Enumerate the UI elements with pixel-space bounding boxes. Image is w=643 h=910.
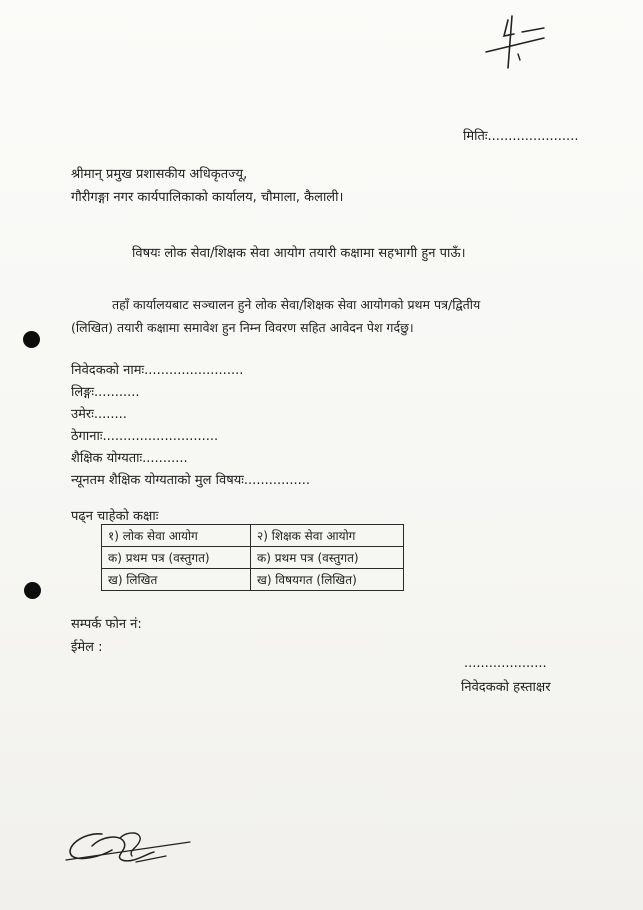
field-gender-blank: ........... <box>94 385 140 400</box>
class-choice-table <box>101 524 404 591</box>
punch-hole-bottom <box>24 582 41 599</box>
field-age-label: उमेरः <box>71 407 94 422</box>
body-line-2: (लिखित) तयारी कक्षामा समावेश हुन निम्न विवरण सहित आवेदन पेश गर्दछु। <box>71 320 414 335</box>
field-qualification <box>71 448 188 466</box>
table-cell: क) प्रथम पत्र (वस्तुगत) <box>251 547 404 569</box>
date-blank: ...................... <box>487 129 579 144</box>
signature-drawing <box>62 826 192 868</box>
table-row <box>102 525 404 547</box>
field-main-subject <box>71 470 310 488</box>
signature-initials-drawing <box>478 12 550 76</box>
field-main-subject-blank: ................ <box>243 473 311 488</box>
table-cell: ख) लिखित <box>102 569 251 591</box>
field-address <box>71 426 218 444</box>
table-cell: क) प्रथम पत्र (वस्तुगत) <box>102 547 251 569</box>
date-line <box>463 126 578 144</box>
class-section-heading: पढ्न चाहेको कक्षाः <box>71 509 159 524</box>
signature-blank: .................... <box>464 656 547 671</box>
field-gender-label: लिङ्गः <box>71 385 95 400</box>
address-line-2: गौरीगङ्गा नगर कार्यपालिकाको कार्यालय, चौमाला, कैलाली। <box>71 190 344 205</box>
field-name-label: निवेदकको नामः <box>71 363 145 378</box>
subject-line: विषयः लोक सेवा/शिक्षक सेवा आयोग तयारी कक्षामा सहभागी हुन पाऊँ। <box>132 246 466 261</box>
field-age <box>71 404 127 422</box>
field-qualification-blank: ........... <box>142 451 188 466</box>
field-age-blank: ........ <box>93 407 127 422</box>
signature-label: निवेदकको हस्ताक्षर <box>461 680 551 695</box>
table-cell: २) शिक्षक सेवा आयोग <box>251 525 404 547</box>
table-row <box>102 547 404 569</box>
field-main-subject-label: न्यूनतम शैक्षिक योग्यताको मुल विषयः <box>71 473 244 488</box>
table-cell: १) लोक सेवा आयोग <box>102 525 251 547</box>
field-name <box>71 360 243 378</box>
date-label: मितिः <box>463 129 488 144</box>
punch-hole-top <box>23 331 40 348</box>
table-row <box>102 569 404 591</box>
field-qualification-label: शैक्षिक योग्यताः <box>71 451 143 466</box>
field-address-blank: ............................ <box>102 429 219 444</box>
address-line-1: श्रीमान् प्रमुख प्रशासकीय अधिकृतज्यू, <box>71 167 248 182</box>
field-address-label: ठेगानाः <box>71 429 103 444</box>
contact-email: ईमेल : <box>71 640 103 655</box>
table-cell: ख) विषयगत (लिखित) <box>251 569 404 591</box>
field-name-blank: ........................ <box>144 363 244 378</box>
body-line-1: तहाँ कार्यालयबाट सञ्चालन हुने लोक सेवा/शिक्षक सेवा आयोगको प्रथम पत्र/द्वितीय <box>112 297 481 312</box>
field-gender <box>71 382 140 400</box>
contact-phone: सम्पर्क फोन नं: <box>71 617 142 632</box>
